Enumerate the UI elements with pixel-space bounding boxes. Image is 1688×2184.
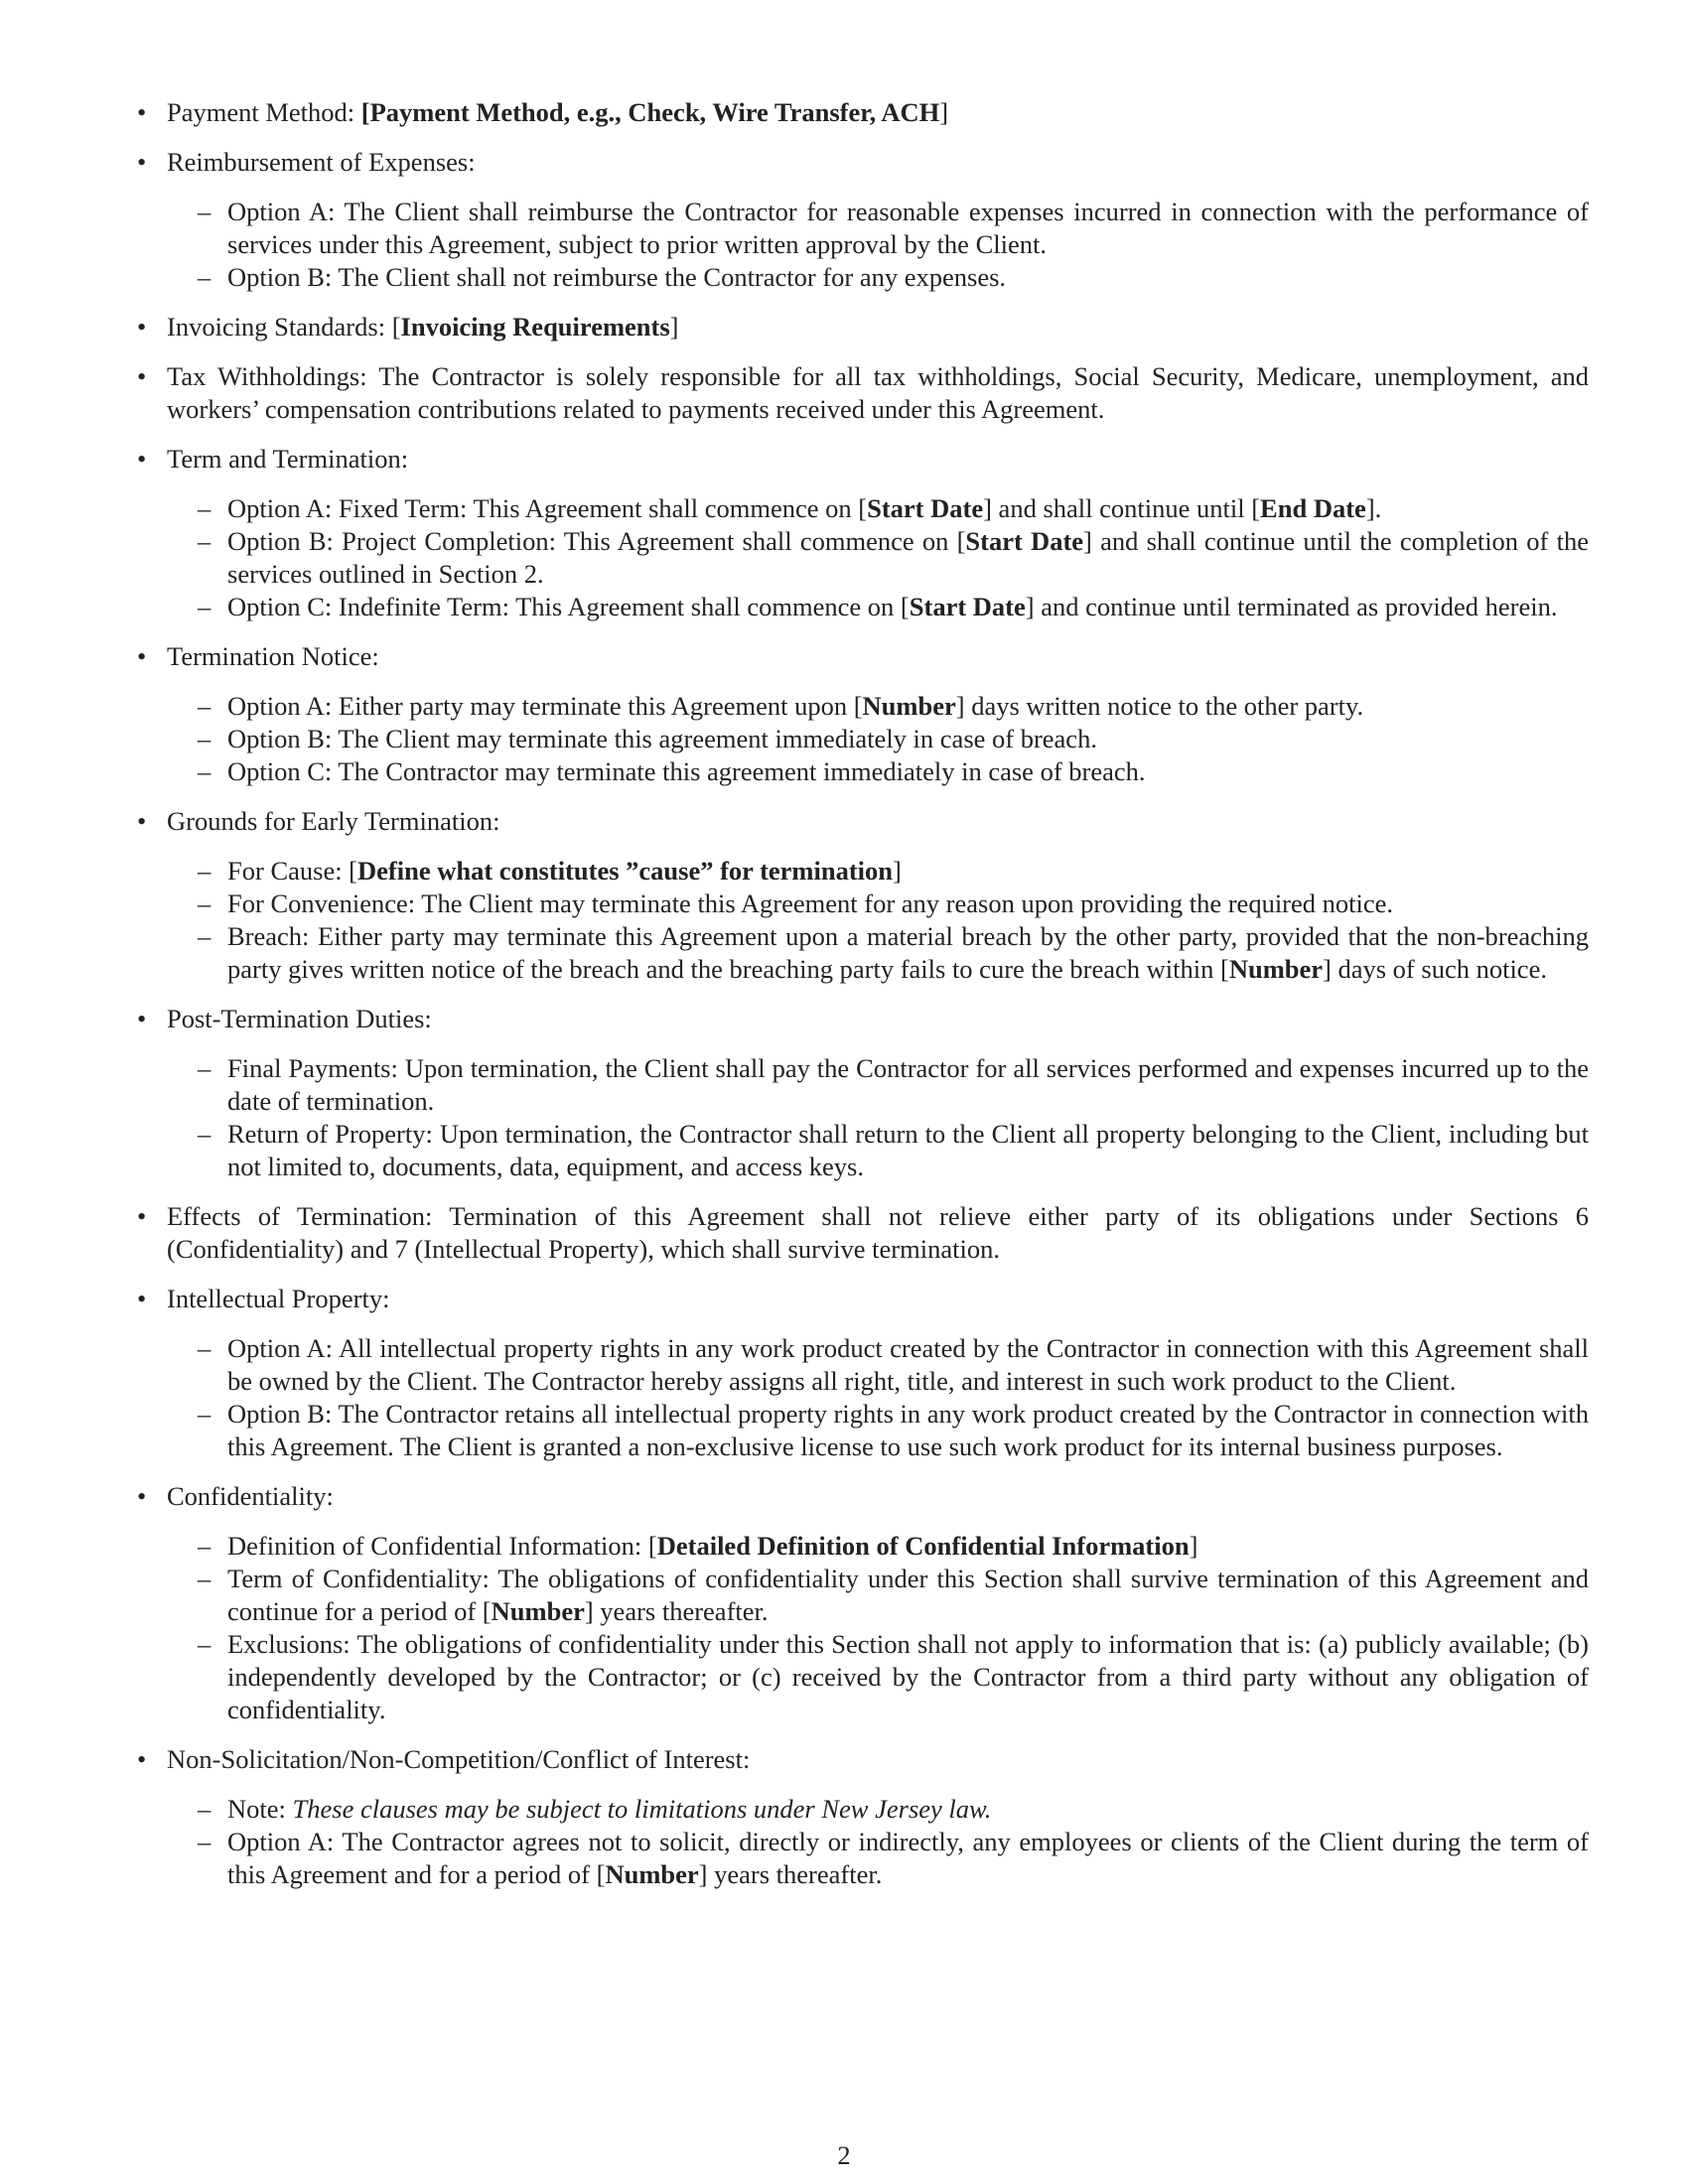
sub-clause-item bbox=[227, 723, 1589, 755]
placeholder-text: Payment Method, e.g., Check, Wire Transfer, ACH bbox=[369, 97, 940, 127]
clause-item bbox=[167, 640, 1589, 788]
clause-item bbox=[167, 360, 1589, 426]
clause-text: Note: bbox=[227, 1794, 293, 1824]
clause-text: ]. bbox=[1365, 493, 1382, 523]
clause-text: Option C: The Contractor may terminate this agreement immediately in case of breach. bbox=[227, 756, 1146, 786]
sub-clause-list bbox=[167, 492, 1589, 623]
placeholder-text: Detailed Definition of Confidential Information bbox=[656, 1531, 1190, 1561]
clause-text: Final Payments: Upon termination, the Client shall pay the Contractor for all services performed and expenses incurred up to the date of termination. bbox=[227, 1053, 1589, 1116]
clause-text: Option A: All intellectual property rights in any work product created by the Contractor in connection with this Agreement shall be owned by the Client. The Contractor hereby assigns all right, title, and interest in such work product to the Client. bbox=[227, 1333, 1589, 1396]
clause-text: Term and Termination: bbox=[167, 444, 409, 474]
clause-text: Confidentiality: bbox=[167, 1481, 334, 1511]
clause-heading bbox=[167, 360, 1589, 426]
clause-item bbox=[167, 1283, 1589, 1463]
clause-text: Option B: Project Completion: This Agreement shall commence on [ bbox=[227, 526, 966, 556]
clause-heading bbox=[167, 1480, 1589, 1513]
sub-clause-item bbox=[227, 1793, 1589, 1826]
clause-text: For Convenience: The Client may terminate this Agreement for any reason upon providing the required notice. bbox=[227, 888, 1394, 918]
clause-heading bbox=[167, 1200, 1589, 1266]
clause-text: Option A: The Contractor agrees not to solicit, directly or indirectly, any employees or clients of the Client during the term of this Agreement and for a period of [ bbox=[227, 1827, 1589, 1889]
sub-clause-item bbox=[227, 755, 1589, 788]
sub-clause-list bbox=[167, 1052, 1589, 1183]
clause-text: Effects of Termination: Termination of this Agreement shall not relieve either party of its obligations under Sections 6 (Confidentiality) and 7 (Intellectual Property), which shall survive termination. bbox=[167, 1201, 1589, 1264]
clause-text: Intellectual Property: bbox=[167, 1284, 390, 1313]
sub-clause-item bbox=[227, 1398, 1589, 1463]
clause-text: Exclusions: The obligations of confidentiality under this Section shall not apply to information that is: (a) publicly available; (b) independently developed by the Contractor; or (c) received by the Contractor from a third party without any obligation of confidentiality. bbox=[227, 1629, 1589, 1724]
clause-text: [ bbox=[391, 312, 401, 341]
placeholder-text: Number bbox=[862, 691, 956, 721]
clause-text: Breach: Either party may terminate this Agreement upon a material breach by the other party, provided that the non-breaching party gives written notice of the breach and the breaching party fails to cure the breach within [ bbox=[227, 921, 1589, 984]
sub-clause-item bbox=[227, 1826, 1589, 1891]
placeholder-text: Start Date bbox=[965, 526, 1084, 556]
clause-text: ] bbox=[893, 856, 902, 886]
clause-heading bbox=[167, 1283, 1589, 1315]
clause-text: ] bbox=[939, 97, 949, 127]
clause-text: Option A: The Client shall reimburse the Contractor for reasonable expenses incurred in connection with the performance of services under this Agreement, subject to prior written approval by the Client. bbox=[227, 197, 1589, 259]
sub-clause-item bbox=[227, 1052, 1589, 1118]
clause-text: ] bbox=[669, 312, 679, 341]
sub-clause-item bbox=[227, 1332, 1589, 1398]
placeholder-text: End Date bbox=[1260, 493, 1366, 523]
placeholder-text: Number bbox=[491, 1596, 585, 1626]
clause-text: Option B: The Client shall not reimburse the Contractor for any expenses. bbox=[227, 262, 1007, 292]
clause-heading bbox=[167, 640, 1589, 673]
sub-clause-item bbox=[227, 492, 1589, 525]
clause-text: Payment Method: bbox=[167, 97, 361, 127]
sub-clause-item bbox=[227, 1563, 1589, 1628]
sub-clause-item bbox=[227, 1118, 1589, 1183]
sub-clause-list bbox=[167, 1332, 1589, 1463]
emphasis-text: These clauses may be subject to limitations under New Jersey law. bbox=[292, 1794, 992, 1824]
page-number: 2 bbox=[837, 2140, 851, 2170]
placeholder-text: Number bbox=[1228, 954, 1324, 984]
placeholder-text: [ bbox=[360, 97, 370, 127]
clause-text: Option A: Either party may terminate this Agreement upon [ bbox=[227, 691, 863, 721]
clause-item bbox=[167, 1003, 1589, 1183]
placeholder-text: Invoicing Requirements bbox=[400, 312, 670, 341]
clause-item bbox=[167, 443, 1589, 623]
sub-clause-list bbox=[167, 855, 1589, 986]
placeholder-text: Number bbox=[605, 1859, 699, 1889]
sub-clause-item bbox=[227, 591, 1589, 623]
clause-heading bbox=[167, 805, 1589, 838]
clause-text: ] years thereafter. bbox=[698, 1859, 883, 1889]
clause-text: Post-Termination Duties: bbox=[167, 1004, 432, 1033]
clause-item bbox=[167, 1200, 1589, 1266]
clause-text: ] and continue until terminated as provided herein. bbox=[1025, 592, 1558, 621]
sub-clause-item bbox=[227, 525, 1589, 591]
clause-item bbox=[167, 805, 1589, 986]
clause-item bbox=[167, 146, 1589, 294]
clause-text: ] and shall continue until [ bbox=[983, 493, 1261, 523]
clause-item bbox=[167, 1743, 1589, 1891]
clause-text: Grounds for Early Termination: bbox=[167, 806, 500, 836]
clause-text: Option B: The Contractor retains all intellectual property rights in any work product created by the Contractor in connection with this Agreement. The Client is granted a non-exclusive license to use such work product for its internal business purposes. bbox=[227, 1399, 1589, 1461]
placeholder-text: Start Date bbox=[909, 592, 1026, 621]
sub-clause-item bbox=[227, 261, 1589, 294]
clause-text: Reimbursement of Expenses: bbox=[167, 147, 476, 177]
clause-heading bbox=[167, 443, 1589, 476]
sub-clause-item bbox=[227, 855, 1589, 887]
sub-clause-item bbox=[227, 690, 1589, 723]
clause-text: Termination Notice: bbox=[167, 641, 379, 671]
clause-text: ] days written notice to the other party. bbox=[955, 691, 1364, 721]
sub-clause-item bbox=[227, 920, 1589, 986]
clause-heading bbox=[167, 311, 1589, 343]
sub-clause-list bbox=[167, 196, 1589, 294]
clause-heading bbox=[167, 96, 1589, 129]
clause-text: ] days of such notice. bbox=[1323, 954, 1547, 984]
clause-heading bbox=[167, 1743, 1589, 1776]
clause-text: Term of Confidentiality: The obligations of confidentiality under this Section shall survive termination of this Agreement and continue for a period of [ bbox=[227, 1564, 1589, 1626]
clause-list bbox=[167, 96, 1589, 1908]
sub-clause-list bbox=[167, 690, 1589, 788]
sub-clause-list bbox=[167, 1793, 1589, 1891]
clause-text: Return of Property: Upon termination, the Contractor shall return to the Client all property belonging to the Client, including but not limited to, documents, data, equipment, and access keys. bbox=[227, 1119, 1589, 1181]
clause-item bbox=[167, 96, 1589, 129]
clause-text: Option B: The Client may terminate this agreement immediately in case of breach. bbox=[227, 724, 1097, 753]
sub-clause-item bbox=[227, 887, 1589, 920]
sub-clause-item bbox=[227, 196, 1589, 261]
sub-clause-list bbox=[167, 1530, 1589, 1726]
clause-text: Tax Withholdings: The Contractor is solely responsible for all tax withholdings, Social Security, Medicare, unemployment, and workers’ compensation contributions related to payments received under this Agreement. bbox=[167, 361, 1589, 424]
sub-clause-item bbox=[227, 1628, 1589, 1726]
clause-text: Option A: Fixed Term: This Agreement shall commence on [ bbox=[227, 493, 868, 523]
clause-heading bbox=[167, 1003, 1589, 1035]
clause-text: Non-Solicitation/Non-Competition/Conflict of Interest: bbox=[167, 1744, 751, 1774]
clause-text: ] years thereafter. bbox=[584, 1596, 769, 1626]
clause-text: ] and shall continue until the completion of the services outlined in Section 2. bbox=[227, 526, 1589, 589]
clause-heading bbox=[167, 146, 1589, 179]
sub-clause-item bbox=[227, 1530, 1589, 1563]
placeholder-text: Define what constitutes ”cause” for termination bbox=[357, 856, 894, 886]
clause-text: ] bbox=[1189, 1531, 1198, 1561]
clause-text: Definition of Confidential Information: [ bbox=[227, 1531, 657, 1561]
clause-item bbox=[167, 311, 1589, 343]
placeholder-text: Start Date bbox=[867, 493, 984, 523]
clause-item bbox=[167, 1480, 1589, 1726]
clause-text: For Cause: [ bbox=[227, 856, 358, 886]
clause-text: Option C: Indefinite Term: This Agreement shall commence on [ bbox=[227, 592, 910, 621]
clause-text: Invoicing Standards: bbox=[167, 312, 392, 341]
